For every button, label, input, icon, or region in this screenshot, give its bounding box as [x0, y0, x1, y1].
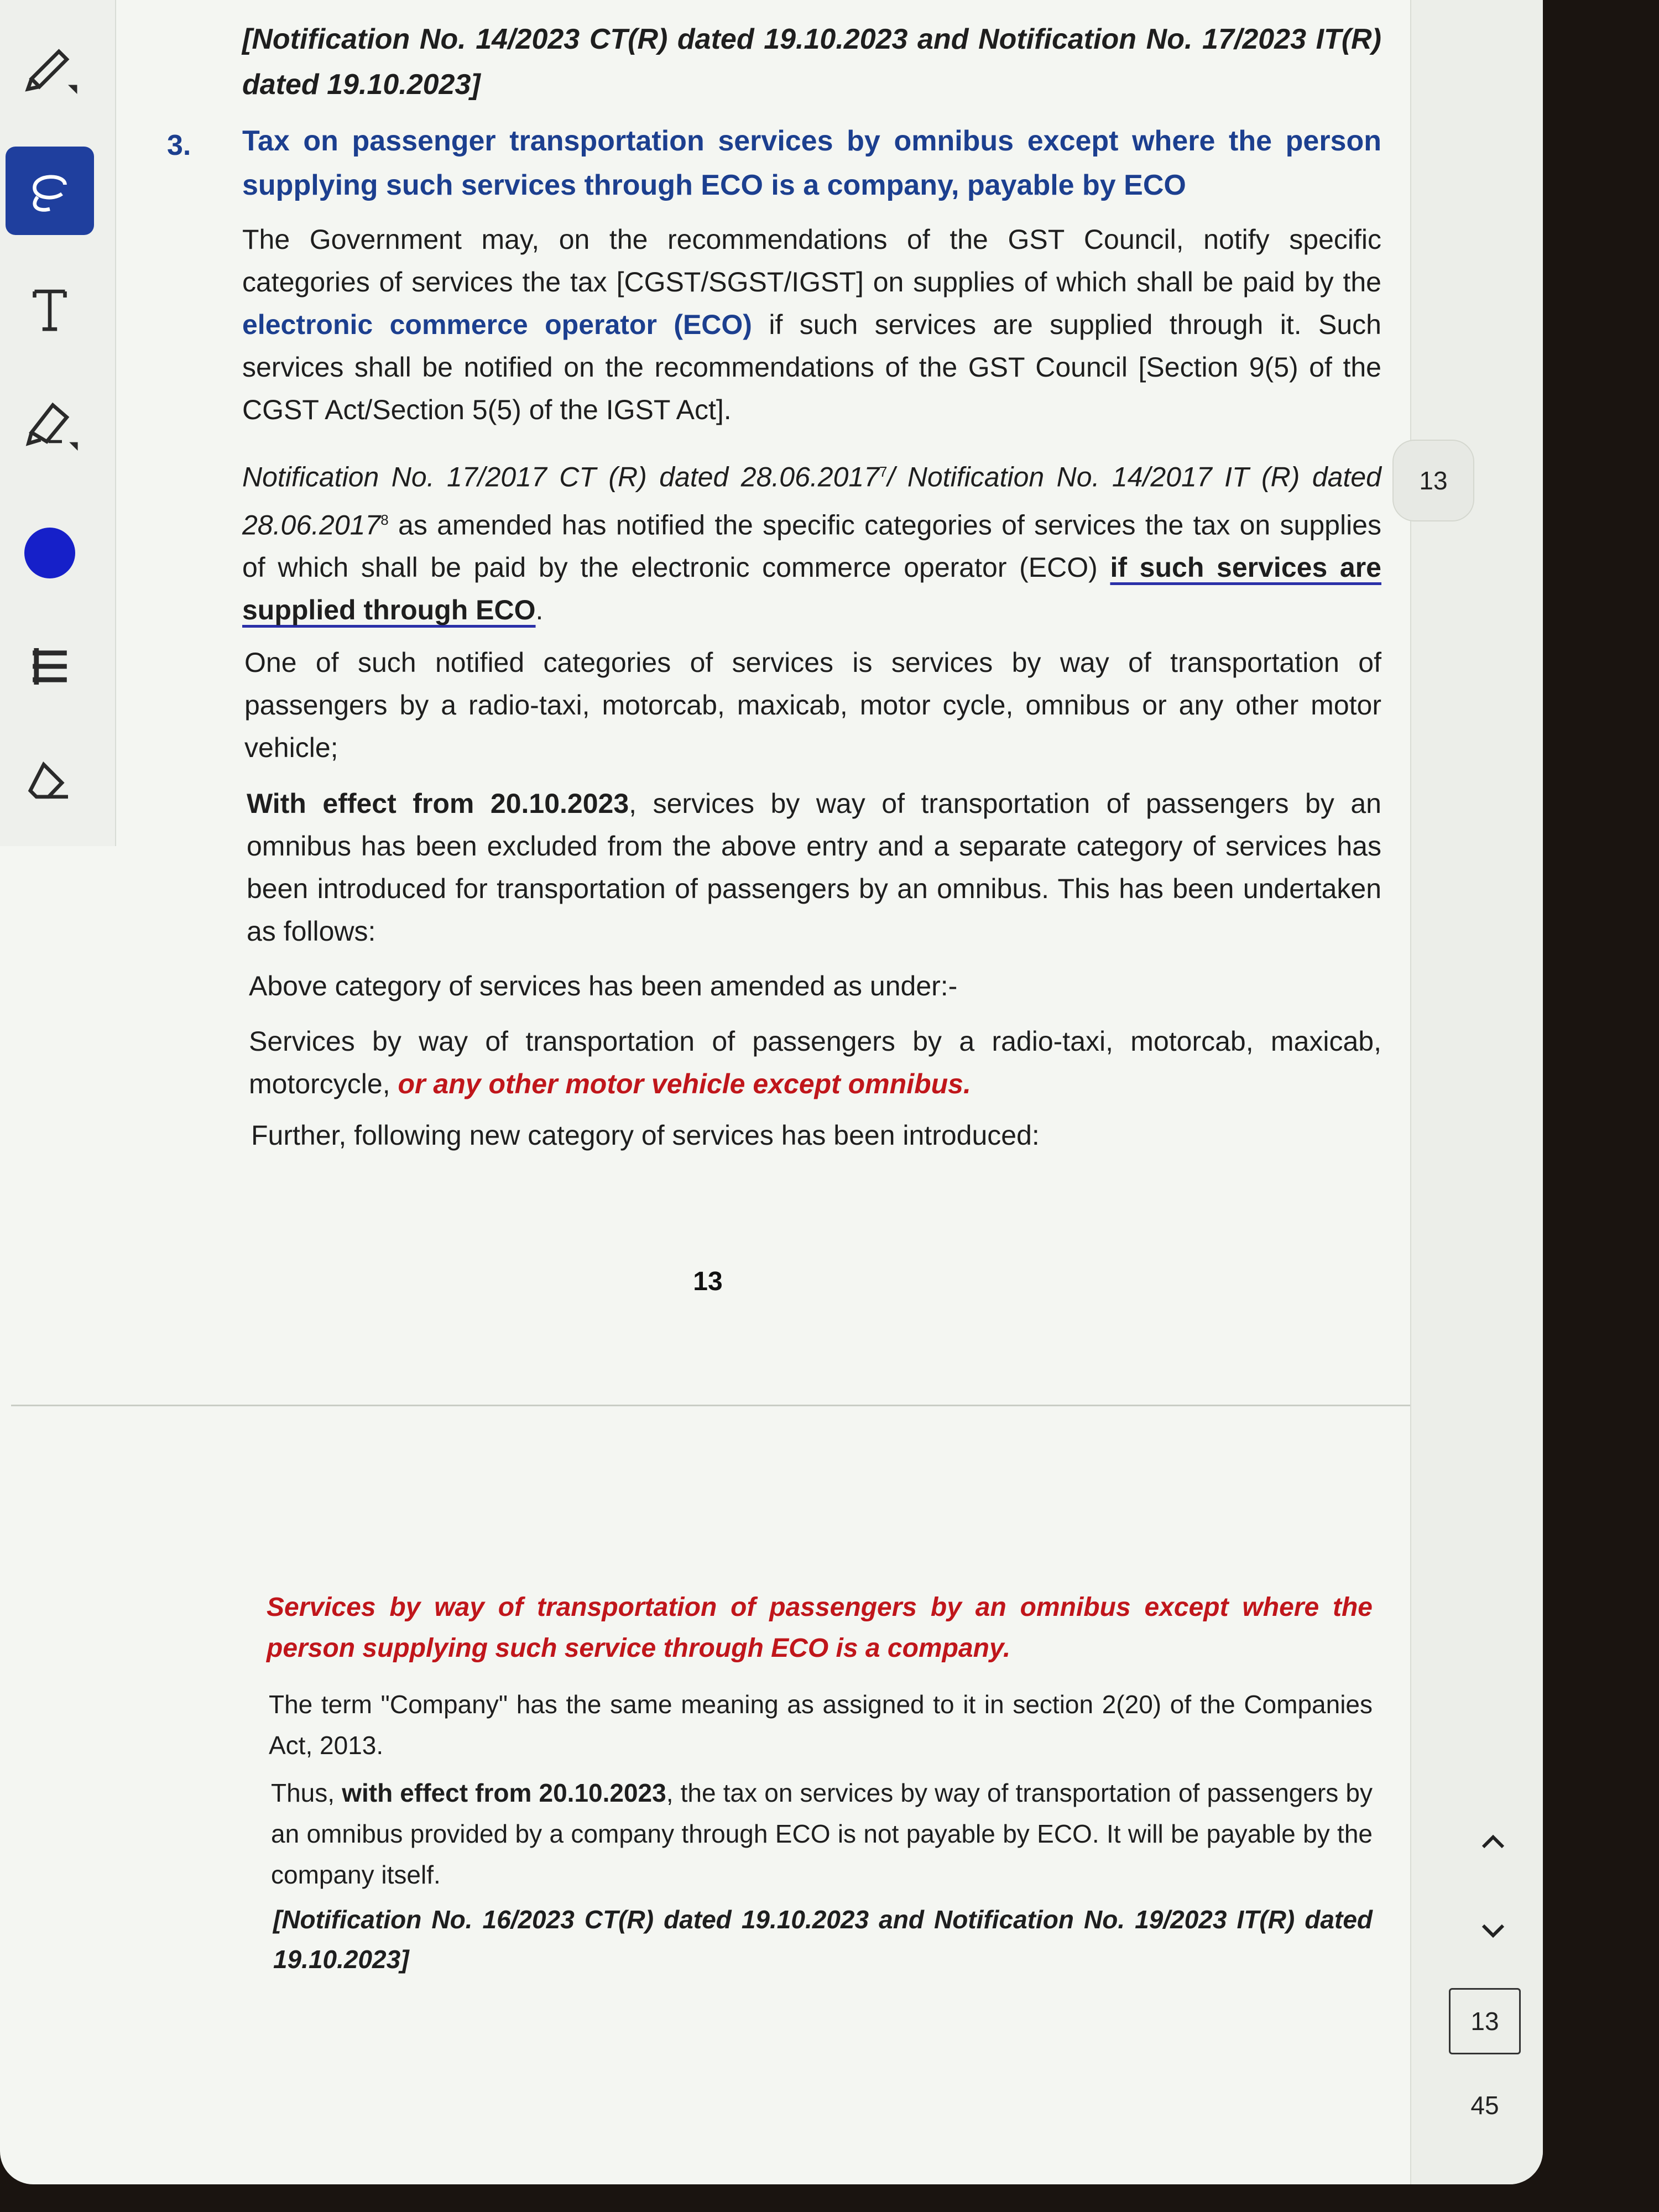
- paragraph-text: as amended has notified the specific categories of services the tax on supplies of which shall be paid by the electronic commerce operator (ECO): [242, 509, 1381, 583]
- color-swatch[interactable]: [6, 509, 94, 597]
- paragraph-text: .: [535, 594, 544, 626]
- page-divider: [11, 1405, 1416, 1406]
- section-heading: Tax on passenger transportation services by omnibus except where the person supplying such services through ECO is a company, payable by ECO: [242, 125, 1381, 201]
- exception-text: or any other motor vehicle except omnibus.: [398, 1068, 971, 1099]
- notification-reference-top: [Notification No. 14/2023 CT(R) dated 19.10.2023 and Notification No. 17/2023 IT(R) dated 19.10.2023]: [242, 23, 1381, 101]
- paragraph-text: Services by way of transportation of passengers by a radio-taxi, motorcab, maxicab, motorcycle,: [249, 1026, 1381, 1099]
- page-number: 13: [693, 1267, 723, 1296]
- paragraph-amended-entry: [249, 1020, 1381, 1105]
- chevron-up-icon[interactable]: [1471, 1819, 1515, 1864]
- effective-date: with effect from 20.10.2023: [342, 1778, 666, 1807]
- highlighter-pen-icon[interactable]: [6, 19, 94, 108]
- paragraph-text: , services by way of transportation of passengers by an omnibus has been excluded from the above entry and a separate category of services has been introduced for transportation of passengers by an omnibus. This has been undertaken as follows:: [247, 788, 1381, 947]
- bold-condition: if such services are supplied through ECO: [242, 552, 1381, 626]
- document-page: [116, 0, 1410, 2157]
- paragraph-text: The Government may, on the recommendations of the GST Council, notify specific categories of services the tax [CGST/SGST/IGST] on supplies of which shall be paid by the: [242, 224, 1381, 298]
- paragraph-gst-council: [242, 218, 1381, 431]
- page-indicator-tab[interactable]: 13: [1392, 440, 1474, 521]
- paragraph-amended: Above category of services has been amended as under:-: [249, 971, 958, 1001]
- footnote-ref[interactable]: 8: [380, 511, 389, 528]
- paragraph-conclusion: [271, 1772, 1373, 1895]
- pen-icon[interactable]: [6, 376, 94, 465]
- eraser-icon[interactable]: [6, 735, 94, 824]
- color-dot: [24, 528, 75, 578]
- new-category-text: Services by way of transportation of passengers by an omnibus except where the person supplying such service through ECO is a company.: [267, 1593, 1373, 1663]
- menu-icon[interactable]: [6, 622, 94, 711]
- eco-term: electronic commerce operator (ECO): [242, 309, 752, 340]
- notification-it: / Notification No. 14/2017 IT (R) dated 28.06.2017: [242, 461, 1381, 541]
- annotation-toolbar: [0, 0, 116, 846]
- lasso-icon[interactable]: [6, 147, 94, 235]
- current-page-input[interactable]: 13: [1449, 1988, 1521, 2054]
- notification-ct: Notification No. 17/2017 CT (R) dated 28.06.2017: [242, 461, 880, 493]
- notification-reference-bottom: [Notification No. 16/2023 CT(R) dated 19.10.2023 and Notification No. 19/2023 IT(R) dated 19.10.2023]: [273, 1905, 1373, 1974]
- paragraph-notified-categories: One of such notified categories of services is services by way of transportation of passengers by a radio-taxi, motorcab, maxicab, motor cycle, omnibus or any other motor vehicle;: [244, 647, 1381, 763]
- paragraph-company-definition: The term "Company" has the same meaning as assigned to it in section 2(20) of the Companies Act, 2013.: [269, 1690, 1373, 1760]
- paragraph-effect-20-10-2023: [247, 782, 1381, 953]
- paragraph-text: , the tax on services by way of transportation of passengers by an omnibus provided by a company through ECO is not payable by ECO. It will be payable by the company itself.: [271, 1778, 1373, 1889]
- paragraph-notification-17-2017: [242, 451, 1381, 632]
- section-number: 3.: [167, 129, 191, 161]
- paragraph-text: if such services are supplied through it. Such services shall be notified on the recommendations of the GST Council [Section 9(5) of the CGST Act/Section 5(5) of the IGST Act].: [242, 309, 1381, 425]
- effective-date: With effect from 20.10.2023: [247, 788, 629, 819]
- chevron-down-icon[interactable]: [1471, 1908, 1515, 1952]
- paragraph-new-category: Further, following new category of services has been introduced:: [251, 1120, 1040, 1151]
- text-tool-icon[interactable]: [6, 265, 94, 354]
- total-pages: 45: [1470, 2091, 1499, 2120]
- paragraph-text: Thus,: [271, 1778, 342, 1807]
- footnote-ref[interactable]: 7: [879, 463, 888, 480]
